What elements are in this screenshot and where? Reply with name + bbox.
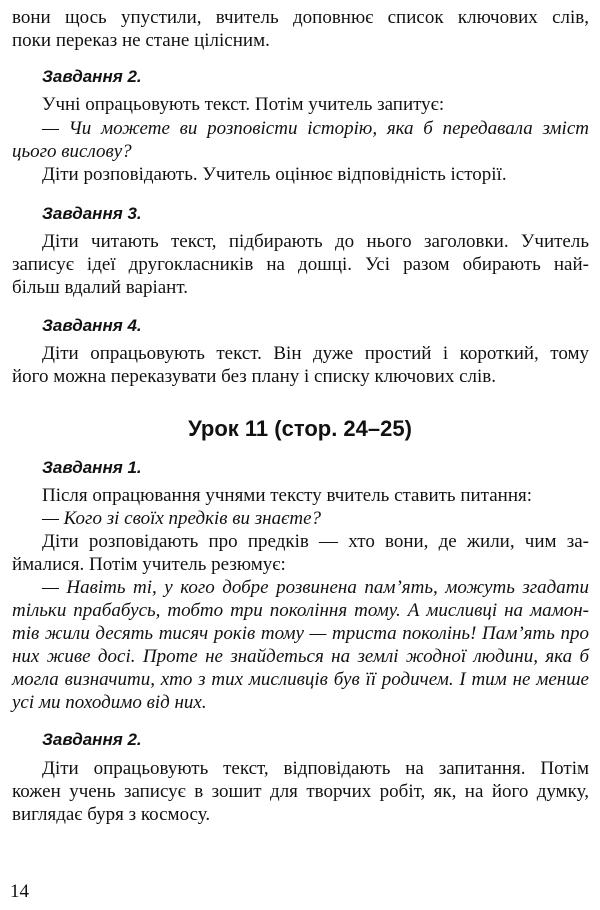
task-b1-question-line: — Кого зі своїх предків ви знаєте? bbox=[42, 508, 322, 529]
task-a3-paragraph bbox=[12, 230, 589, 299]
task-a4-line-2: його можна переказувати без плану і списку ключових слів. bbox=[12, 366, 496, 387]
task-a3-line-1: Діти читають текст, підбирають до нього заголовки. Учитель bbox=[42, 231, 589, 252]
intro-line-2: поки переказ не стане цілісним. bbox=[12, 30, 270, 51]
intro-paragraph bbox=[12, 6, 589, 52]
task-b1-line-1: Після опрацювання учнями тексту вчитель ставить питання: bbox=[42, 485, 533, 506]
task-a2-paragraph bbox=[42, 93, 589, 116]
page-number: 14 bbox=[10, 881, 29, 902]
task-b1-answer bbox=[12, 530, 589, 576]
task-b1-quote-line-5: могла визначити, хто з тих мисливців був її родичем. І тим не менше bbox=[12, 669, 589, 690]
task-b1-heading: Завдання 1. bbox=[42, 458, 142, 477]
task-a3-line-2: записує ідеї другокласників на дошці. Усі разом обирають най- bbox=[12, 254, 589, 275]
task-b1-line-3: Діти розповідають про предків — хто вони, де жили, чим за- bbox=[42, 531, 589, 552]
task-a4-paragraph bbox=[12, 342, 589, 388]
task-a2-question bbox=[12, 117, 589, 163]
task-b1-quote bbox=[12, 576, 589, 714]
lesson-title: Урок 11 (стор. 24–25) bbox=[188, 416, 412, 441]
task-b1-intro bbox=[42, 484, 589, 507]
task-a3-heading: Завдання 3. bbox=[42, 204, 142, 223]
task-b1-line-4: ймалися. Потім учитель резюмує: bbox=[12, 554, 286, 575]
task-a2-question-line-2: цього вислову? bbox=[12, 141, 132, 162]
intro-line-1: вони щось упустили, вчитель доповнює список ключових слів, bbox=[12, 7, 589, 28]
task-a4-line-1: Діти опрацьовують текст. Він дуже простий і короткий, тому bbox=[42, 343, 589, 364]
task-a2-question-line-1: — Чи можете ви розповісти історію, яка б передавала зміст bbox=[42, 118, 589, 139]
task-b2-line-3: виглядає буря з космосу. bbox=[12, 804, 211, 825]
task-b2-paragraph bbox=[12, 757, 589, 826]
task-a3-line-3: більш вдалий варіант. bbox=[12, 277, 188, 298]
task-a2-line-4: Діти розповідають. Учитель оцінює відповідність історії. bbox=[42, 164, 507, 185]
task-b2-line-2: кожен учень записує в зошит для творчих робіт, як, на його думку, bbox=[12, 781, 589, 802]
task-a4-heading: Завдання 4. bbox=[42, 316, 142, 335]
task-b1-quote-line-6: усі ми походимо від них. bbox=[12, 692, 207, 713]
task-b1-quote-line-1: — Навіть ті, у кого добре розвинена пам’ять, можуть згадати bbox=[42, 577, 589, 598]
task-a2-answer bbox=[42, 163, 589, 186]
task-a2-heading: Завдання 2. bbox=[42, 67, 142, 86]
task-b2-line-1: Діти опрацьовують текст, відповідають на запитання. Потім bbox=[42, 758, 589, 779]
task-b1-quote-line-3: тів жили десять тисяч років тому — триста поколінь! Пам’ять про bbox=[12, 623, 589, 644]
task-a2-line-1: Учні опрацьовують текст. Потім учитель запитує: bbox=[42, 94, 445, 115]
task-b1-question bbox=[42, 507, 589, 530]
task-b1-quote-line-4: них живе досі. Проте не знайдеться на землі жодної людини, яка б bbox=[12, 646, 589, 667]
task-b2-heading: Завдання 2. bbox=[42, 730, 142, 749]
task-b1-quote-line-2: тільки прабабусь, тобто три покоління тому. А мисливці на мамон- bbox=[12, 600, 589, 621]
